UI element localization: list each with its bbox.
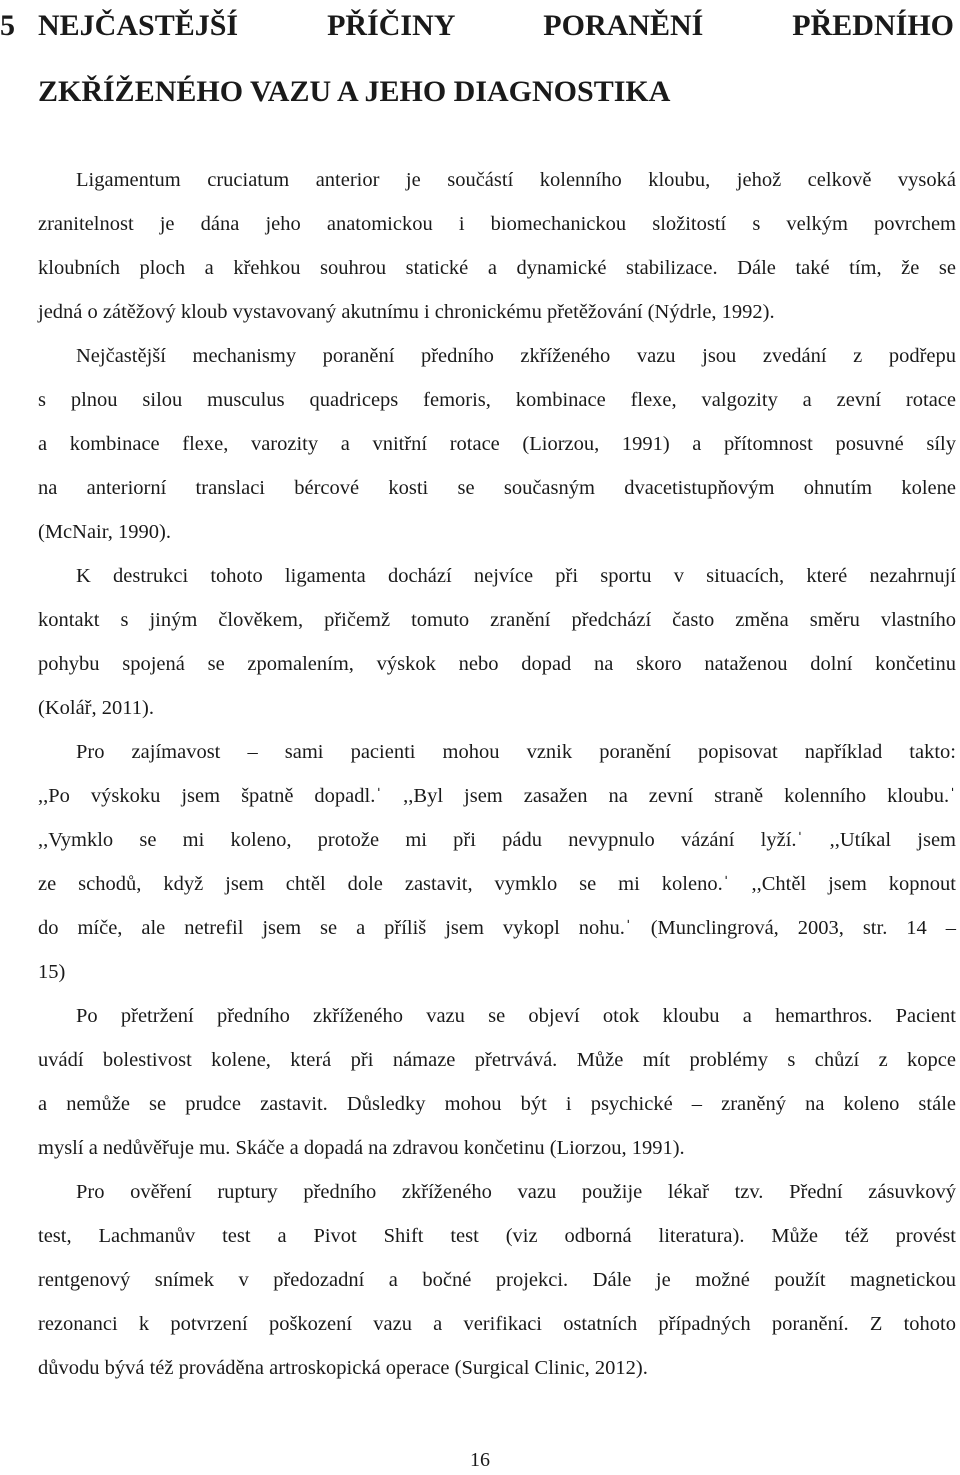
text-line: Pro zajímavost – sami pacienti mohou vznik poranění popisovat například takto: [76, 741, 956, 763]
text-line: (Kolář, 2011). [38, 697, 154, 719]
text-line: (McNair, 1990). [38, 521, 171, 543]
text-line: pohybu spojená se zpomalením, výskok nebo dopad na skoro nataženou dolní končetinu [38, 653, 956, 675]
text-line: rezonanci k potvrzení poškození vazu a verifikaci ostatních případných poranění. Z tohoto [38, 1313, 956, 1335]
page-number: 16 [470, 1449, 490, 1471]
text-line: K destrukci tohoto ligamenta dochází nejvíce při sportu v situacích, které nezahrnují [76, 565, 956, 587]
paragraph [38, 554, 956, 730]
text-line: zranitelnost je dána jeho anatomickou i biomechanickou složitostí s velkým povrchem [38, 213, 956, 235]
chapter-number: 5 [0, 9, 15, 42]
text-line: a kombinace flexe, varozity a vnitřní rotace (Liorzou, 1991) a přítomnost posuvné síly [38, 433, 956, 455]
chapter-title-line-1: NEJČASTĚJŠÍ PŘÍČINY PORANĚNÍ PŘEDNÍHO [38, 9, 954, 42]
paragraph [38, 730, 956, 994]
text-line: důvodu bývá též prováděna artroskopická operace (Surgical Clinic, 2012). [38, 1357, 648, 1379]
text-line: Nejčastější mechanismy poranění předního zkříženého vazu jsou zvedání z podřepu [76, 345, 956, 367]
text-line: test, Lachmanův test a Pivot Shift test (viz odborná literatura). Může též provést [38, 1225, 956, 1247]
paragraph [38, 1170, 956, 1390]
chapter-heading [0, 2, 960, 116]
body-text [38, 158, 956, 1390]
paragraph [38, 158, 956, 334]
text-line: uvádí bolestivost kolene, která při námaze přetrvává. Může mít problémy s chůzí z kopce [38, 1049, 956, 1071]
text-line: na anteriorní translaci bércové kosti se současným dvacetistupňovým ohnutím kolene [38, 477, 956, 499]
chapter-title-line-2: ZKŘÍŽENÉHO VAZU A JEHO DIAGNOSTIKA [38, 75, 671, 108]
text-line: s plnou silou musculus quadriceps femoris, kombinace flexe, valgozity a zevní rotace [38, 389, 956, 411]
text-line: do míče, ale netrefil jsem se a příliš jsem vykopl nohu.ˈ (Munclingrová, 2003, str. 14 – [38, 917, 956, 939]
text-line: kloubních ploch a křehkou souhrou statické a dynamické stabilizace. Dále také tím, že se [38, 257, 956, 279]
text-line: ze schodů, když jsem chtěl dole zastavit, vymklo se mi koleno.ˈ ,,Chtěl jsem kopnout [38, 873, 956, 895]
paragraph [38, 334, 956, 554]
text-line: Ligamentum cruciatum anterior je součástí kolenního kloubu, jehož celkově vysoká [76, 169, 956, 191]
text-line: 15) [38, 961, 66, 983]
text-line: jedná o zátěžový kloub vystavovaný akutnímu i chronickému přetěžování (Nýdrle, 1992). [38, 301, 775, 323]
text-line: ,,Vymklo se mi koleno, protože mi při pádu nevypnulo vázání lyží.ˈ ,,Utíkal jsem [38, 829, 956, 851]
paragraph [38, 994, 956, 1170]
text-line: ,,Po výskoku jsem špatně dopadl.ˈ ,,Byl jsem zasažen na zevní straně kolenního kloubu.ˈ [38, 785, 956, 807]
text-line: a nemůže se prudce zastavit. Důsledky mohou být i psychické – zraněný na koleno stále [38, 1093, 956, 1115]
text-line: rentgenový snímek v předozadní a bočné projekci. Dále je možné použít magnetickou [38, 1269, 956, 1291]
text-line: Po přetržení předního zkříženého vazu se objeví otok kloubu a hemarthros. Pacient [76, 1005, 956, 1027]
text-line: myslí a nedůvěřuje mu. Skáče a dopadá na zdravou končetinu (Liorzou, 1991). [38, 1137, 685, 1159]
chapter-heading-line-1 [0, 2, 960, 50]
text-line: kontakt s jiným člověkem, přičemž tomuto zranění předchází často změna směru vlastního [38, 609, 956, 631]
text-line: Pro ověření ruptury předního zkříženého vazu použije lékař tzv. Přední zásuvkový [76, 1181, 956, 1203]
